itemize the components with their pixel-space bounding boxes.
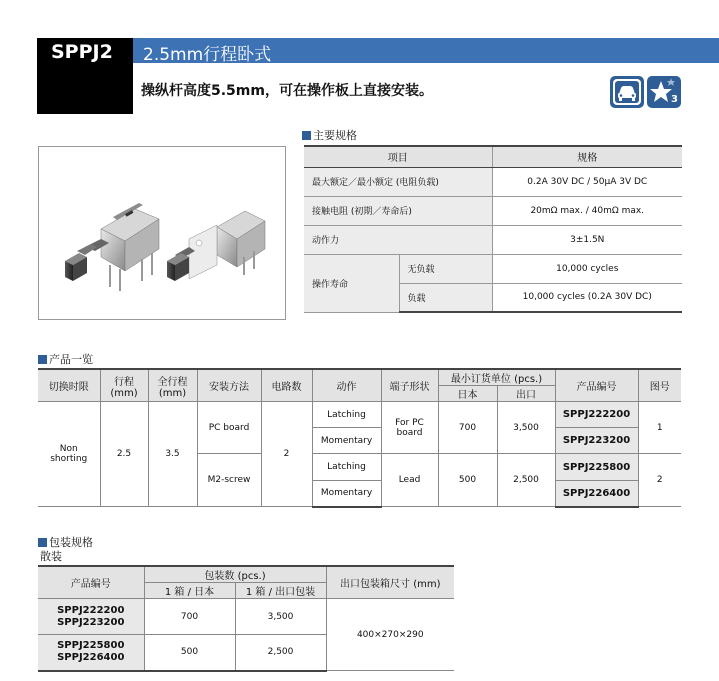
part-number: SPPJ226400	[555, 481, 638, 507]
header-switch-timing: 切换时限	[38, 369, 100, 402]
header-moq-export: 出口	[497, 386, 555, 402]
section-marker-icon	[302, 131, 311, 140]
spec-label-life: 操作寿命	[304, 254, 399, 312]
pkg-export-qty: 2,500	[235, 635, 326, 671]
star-rating-icon	[647, 76, 681, 108]
action-value: Momentary	[312, 428, 381, 454]
switch-image-right	[167, 211, 265, 281]
header-moq: 最小订货单位 (pcs.)	[438, 369, 555, 386]
header-total-travel: 全行程 (mm)	[148, 369, 197, 402]
header-moq-japan: 日本	[438, 386, 497, 402]
pkg-japan-qty: 700	[144, 599, 235, 635]
figure-value: 2	[638, 454, 681, 507]
model-code-block	[37, 38, 133, 114]
spec-label: 动作力	[304, 225, 492, 254]
spec-value: 10,000 cycles	[492, 254, 682, 283]
mounting-value: M2-screw	[197, 454, 261, 507]
moq-japan-value: 700	[438, 402, 497, 454]
spec-value: 20mΩ max. / 40mΩ max.	[492, 196, 682, 225]
moq-export-value: 2,500	[497, 454, 555, 507]
pkg-header-qty: 包装数 (pcs.)	[144, 566, 326, 583]
pkg-header-export-size: 出口包装箱尺寸 (mm)	[326, 566, 454, 599]
pkg-part-numbers: SPPJ222200 SPPJ223200	[38, 599, 144, 635]
header-circuits: 电路数	[261, 369, 312, 402]
header-travel: 行程 (mm)	[100, 369, 148, 402]
part-number: SPPJ223200	[555, 428, 638, 454]
section-marker-icon	[38, 355, 47, 364]
title-bar	[133, 38, 719, 63]
action-value: Latching	[312, 402, 381, 428]
model-code: SPPJ2	[51, 41, 113, 63]
header-action: 动作	[312, 369, 381, 402]
action-value: Momentary	[312, 481, 381, 507]
header-terminal: 端子形状	[381, 369, 438, 402]
spec-header-item: 项目	[304, 146, 492, 167]
product-photo	[38, 146, 286, 320]
product-table	[38, 368, 681, 508]
spec-section-title: 主要规格	[302, 127, 357, 143]
pkg-export-size-value: 400×270×290	[326, 599, 454, 671]
part-number: SPPJ222200	[555, 402, 638, 428]
page-title: 2.5mm行程卧式	[143, 45, 272, 65]
car-icon	[610, 76, 644, 108]
travel-value: 2.5	[100, 402, 148, 507]
moq-export-value: 3,500	[497, 402, 555, 454]
spec-sublabel: 无负载	[399, 254, 492, 283]
spec-label: 接触电阻 (初期／寿命后)	[304, 196, 492, 225]
section-marker-icon	[38, 538, 47, 547]
header-part-no: 产品编号	[555, 369, 638, 402]
products-section-title: 产品一览	[38, 351, 93, 367]
spec-label: 最大额定／最小额定 (电阻负载)	[304, 167, 492, 196]
pkg-part-numbers: SPPJ225800 SPPJ226400	[38, 635, 144, 671]
terminal-value: For PC board	[381, 402, 438, 454]
header-figure: 图号	[638, 369, 681, 402]
pkg-header-box-japan: 1 箱 / 日本	[144, 583, 235, 599]
circuits-value: 2	[261, 402, 312, 507]
spec-sublabel: 负载	[399, 283, 492, 312]
spec-value: 3±1.5N	[492, 225, 682, 254]
packaging-section-title: 包装规格	[38, 534, 93, 550]
spec-header-spec: 规格	[492, 146, 682, 167]
switch-image-left	[65, 203, 159, 291]
switch-timing-value: Non shorting	[38, 402, 100, 507]
moq-japan-value: 500	[438, 454, 497, 507]
pkg-header-part-no: 产品编号	[38, 566, 144, 599]
action-value: Latching	[312, 454, 381, 481]
spec-value: 0.2A 30V DC / 50μA 3V DC	[492, 167, 682, 196]
terminal-value: Lead	[381, 454, 438, 507]
star-rating-number: 3	[671, 94, 678, 105]
packaging-subtitle: 散装	[40, 550, 62, 563]
packaging-table	[38, 565, 454, 672]
pkg-export-qty: 3,500	[235, 599, 326, 635]
mounting-value: PC board	[197, 402, 261, 454]
figure-value: 1	[638, 402, 681, 454]
page-subtitle: 操纵杆高度5.5mm，可在操作板上直接安装。	[141, 83, 433, 99]
pkg-header-box-export: 1 箱 / 出口包装	[235, 583, 326, 599]
spec-value: 10,000 cycles (0.2A 30V DC)	[492, 283, 682, 312]
total-travel-value: 3.5	[148, 402, 197, 507]
part-number: SPPJ225800	[555, 454, 638, 481]
pkg-japan-qty: 500	[144, 635, 235, 671]
spec-table	[304, 145, 682, 313]
header-mounting: 安装方法	[197, 369, 261, 402]
